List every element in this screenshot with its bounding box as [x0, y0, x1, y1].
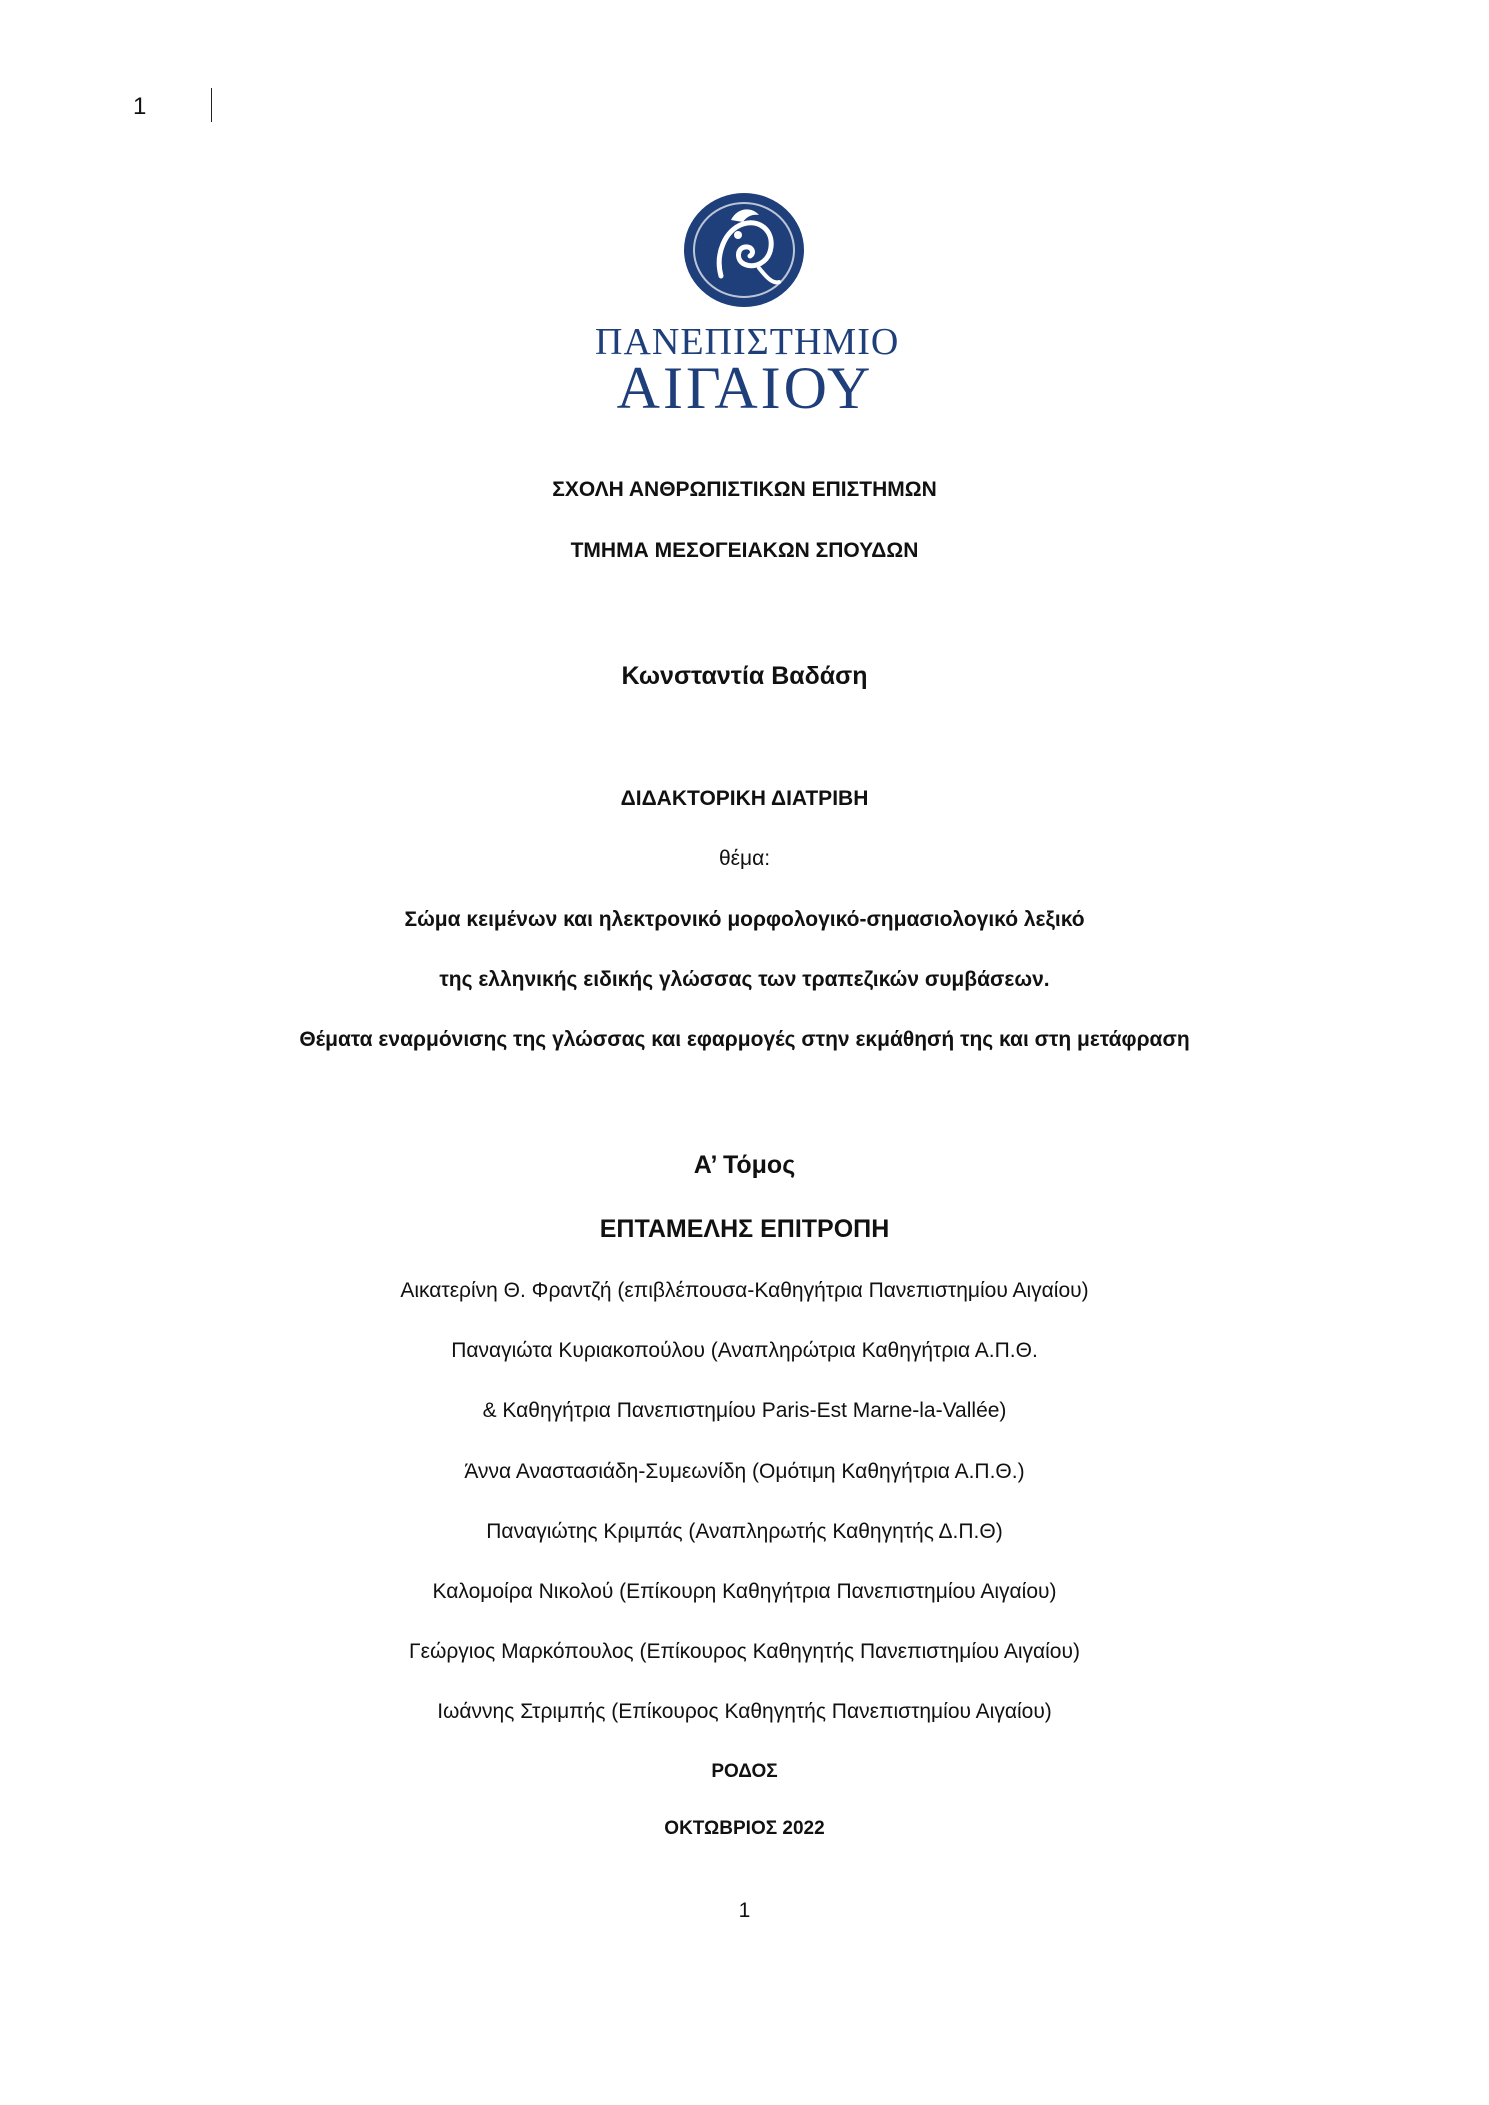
author-name: Κωνσταντία Βαδάση: [621, 662, 868, 690]
committee-member: Ιωάννης Στριμπής (Επίκουρος Καθηγητής Πανεπιστημίου Αιγαίου): [437, 1700, 1052, 1723]
thesis-title-line-3: Θέματα εναρμόνισης της γλώσσας και εφαρμογές στην εκμάθησή της και στη μετάφραση: [299, 1028, 1190, 1051]
line-marker: [211, 88, 212, 122]
line-number: 1: [133, 93, 147, 120]
committee-member: Αικατερίνη Θ. Φραντζή (επιβλέπουσα-Καθηγήτρια Πανεπιστημίου Αιγαίου): [400, 1279, 1089, 1302]
logo-wordmark-line2: ΑΙΓΑΙΟΥ: [616, 355, 874, 421]
school-name: ΣΧΟΛΗ ΑΝΘΡΩΠΙΣΤΙΚΩΝ ΕΠΙΣΤΗΜΩΝ: [552, 478, 937, 501]
department-name: ΤΜΗΜΑ ΜΕΣΟΓΕΙΑΚΩΝ ΣΠΟΥΔΩΝ: [570, 539, 919, 562]
committee-member: Γεώργιος Μαρκόπουλος (Επίκουρος Καθηγητής Πανεπιστημίου Αιγαίου): [409, 1640, 1080, 1663]
committee-member: Παναγιώτα Κυριακοπούλου (Αναπληρώτρια Καθηγήτρια Α.Π.Θ.: [451, 1339, 1038, 1362]
page-number: 1: [738, 1899, 751, 1922]
date: ΟΚΤΩΒΡΙΟΣ 2022: [664, 1818, 825, 1839]
committee-member: & Καθηγήτρια Πανεπιστημίου Paris-Est Marne-la-Vallée): [482, 1399, 1007, 1422]
committee-member: Παναγιώτης Κριμπάς (Αναπληρωτής Καθηγητής Δ.Π.Θ): [486, 1520, 1003, 1543]
committee-member: Άννα Αναστασιάδη-Συμεωνίδη (Ομότιμη Καθηγήτρια Α.Π.Θ.): [464, 1460, 1025, 1483]
volume-label: Α’ Τόμος: [693, 1151, 796, 1179]
thesis-title-line-1: Σώμα κειμένων και ηλεκτρονικό μορφολογικό-σημασιολογικό λεξικό: [404, 908, 1085, 931]
university-seal-icon: [681, 190, 807, 310]
committee-member: Καλομοίρα Νικολού (Επίκουρη Καθηγήτρια Πανεπιστημίου Αιγαίου): [432, 1580, 1057, 1603]
place: ΡΟΔΟΣ: [711, 1761, 778, 1782]
topic-label: θέμα:: [718, 847, 771, 870]
university-logo: [595, 190, 900, 421]
thesis-title-line-2: της ελληνικής ειδικής γλώσσας των τραπεζικών συμβάσεων.: [439, 968, 1050, 991]
logo-wordmark-line1: ΠΑΝΕΠΙΣΤΗΜΙΟ: [595, 321, 900, 363]
committee-heading: ΕΠΤΑΜΕΛΗΣ ΕΠΙΤΡΟΠΗ: [599, 1215, 890, 1243]
document-type: ΔΙΔΑΚΤΟΡΙΚΗ ΔΙΑΤΡΙΒΗ: [620, 787, 869, 810]
